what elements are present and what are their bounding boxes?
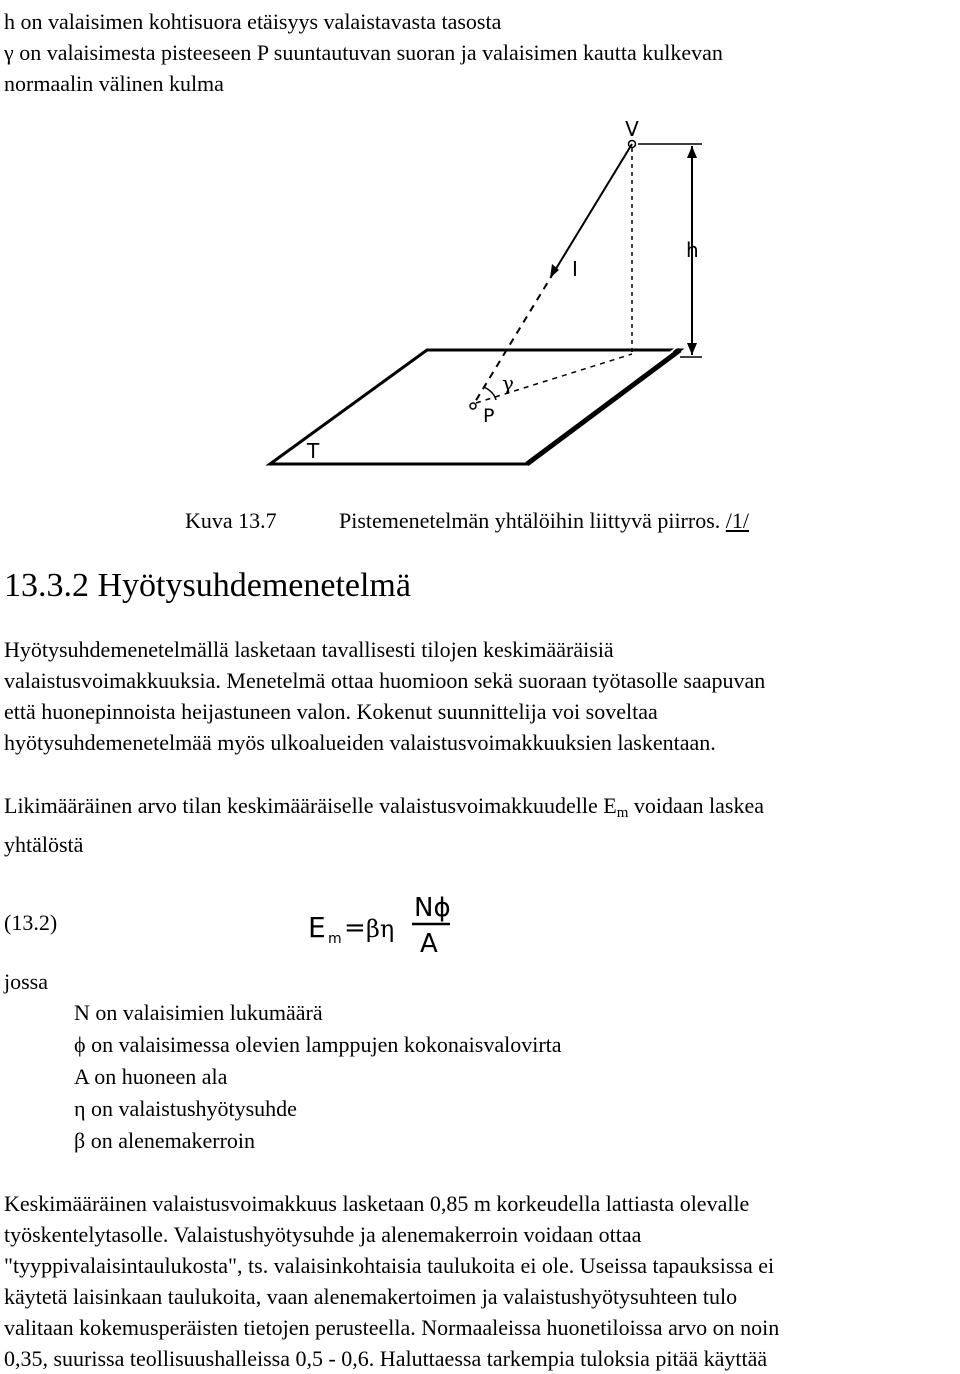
paragraph-intro [4, 634, 956, 758]
label-t: T [307, 439, 320, 463]
text-line: "tyyppivalaisintaulukosta", ts. valaisinkohtaisia taulukoita ei ole. Useissa tapauksissa ei [4, 1253, 775, 1278]
list-item: N on valaisimien lukumäärä [74, 1000, 323, 1025]
equation-number: (13.2) [4, 910, 58, 935]
label-h: h [686, 238, 699, 262]
height-arrow-bottom [687, 343, 697, 355]
height-arrow-top [687, 146, 697, 158]
text-line: 0,35, suurissa teollisuushalleissa 0,5 - 0,6. Haluttaessa tarkempia tuloksia pitää käyttää [4, 1346, 768, 1371]
list-item: A on huoneen ala [74, 1064, 228, 1089]
label-p: P [483, 405, 495, 427]
text-line: työskentelytasolle. Valaistushyötysuhde ja alenemakerroin voidaan ottaa [4, 1222, 642, 1247]
list-item: η on valaistushyötysuhde [74, 1096, 297, 1121]
symbol-definitions [4, 6, 723, 99]
list-item: ϕ on valaisimessa olevien lamppujen kokonaisvalovirta [74, 1032, 562, 1057]
formula-lhs-subscript: m [328, 931, 342, 947]
text-line: että huonepinnoista heijastuneen valon. Kokenut suunnittelija voi soveltaa [4, 699, 658, 724]
formula-numerator: Nϕ [414, 893, 451, 923]
paragraph-method-notes [4, 1188, 956, 1374]
text-line: valaistusvoimakkuuksia. Menetelmä ottaa huomioon sekä suoraan työtasolle saapuvan [4, 668, 766, 693]
definition-gamma-continued: normaalin välinen kulma [4, 71, 224, 96]
label-gamma: γ [502, 371, 514, 395]
paragraph-formula-intro [4, 790, 956, 860]
text-line: yhtälöstä [4, 832, 84, 857]
caption-number: Kuva 13.7 [185, 508, 277, 533]
point-p [470, 403, 476, 409]
formula-lhs: E [308, 911, 326, 944]
caption-reference-link[interactable]: /1/ [725, 508, 750, 533]
text-line: hyötysuhdemenetelmää myös ulkoalueiden valaistusvoimakkuuksien laskentaan. [4, 730, 716, 755]
text-line: käytetä laisinkaan taulukoita, vaan alenemakertoimen ja valaistushyötysuhteen tulo [4, 1284, 738, 1309]
variable-list [74, 997, 562, 1157]
light-ray-solid [554, 144, 632, 272]
formula-coefficients: βη [366, 915, 395, 943]
definition-h: h on valaisimen kohtisuora etäisyys valaistavasta tasosta [4, 9, 502, 34]
text-line: Keskimääräinen valaistusvoimakkuus lasketaan 0,85 m korkeudella lattiasta olevalle [4, 1191, 750, 1216]
text-line: valitaan kokemusperäisten tietojen perusteella. Normaaleissa huonetiloissa arvo on noin [4, 1315, 780, 1340]
list-item: β on alenemakerroin [74, 1128, 256, 1153]
formula-equals: = [344, 913, 366, 943]
definition-gamma: γ on valaisimesta pisteeseen P suuntautuvan suoran ja valaisimen kautta kulkevan [4, 40, 723, 65]
section-heading: 13.3.2 Hyötysuhdemenetelmä [4, 567, 411, 604]
equation-formula [308, 890, 458, 960]
text-line: Hyötysuhdemenetelmällä lasketaan tavallisesti tilojen keskimääräisiä [4, 637, 614, 662]
caption-text: Pistemenetelmän yhtälöihin liittyvä piirros. /1/ [339, 508, 750, 533]
figure-caption [185, 505, 750, 536]
label-i: I [572, 257, 578, 281]
legend-intro: jossa [4, 969, 48, 994]
label-v: V [625, 117, 639, 141]
formula-denominator: A [420, 929, 438, 959]
point-method-diagram [262, 112, 712, 472]
text-line: Likimääräinen arvo tilan keskimääräiselle valaistusvoimakkuudelle $E_m$ voidaan laskea [4, 793, 765, 821]
